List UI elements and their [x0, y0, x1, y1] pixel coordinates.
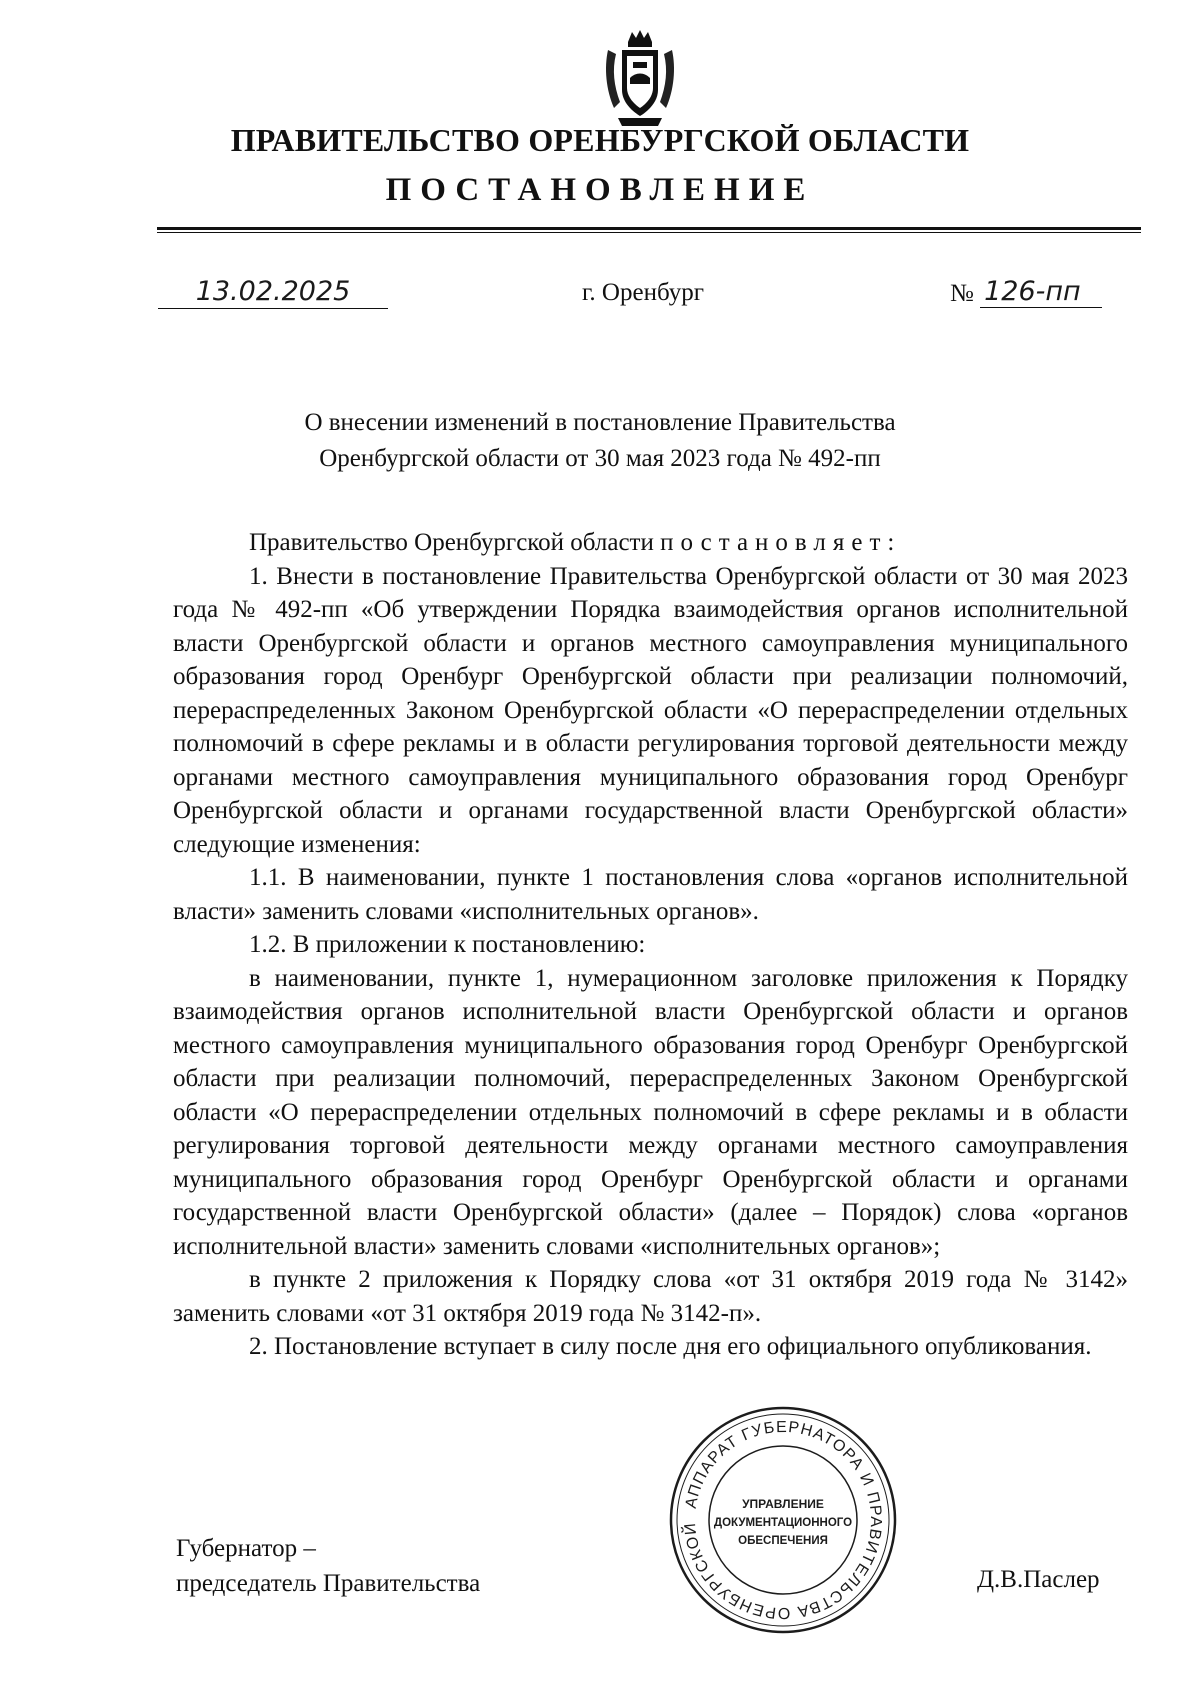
- seal-center-line-1: УПРАВЛЕНИЕ: [742, 1497, 824, 1511]
- document-type: ПОСТАНОВЛЕНИЕ: [385, 172, 815, 208]
- preamble-decree-word: постановляет:: [660, 529, 902, 556]
- subject-line-2: Оренбургской области от 30 мая 2023 года № 492-пп: [319, 445, 881, 472]
- paragraph-1-2-b: в пункте 2 приложения к Порядку слова «от 31 октября 2019 года № 3142» заменить словами «от 31 октября 2019 года № 3142-п».: [173, 1266, 1128, 1327]
- document-date: 13.02.2025: [158, 276, 388, 309]
- seal-center-line-3: ОБЕСПЕЧЕНИЯ: [738, 1535, 828, 1547]
- number-value: 126-пп: [980, 276, 1102, 308]
- header-divider-thin: [157, 232, 1141, 233]
- preamble-text: Правительство Оренбургской области: [249, 529, 654, 556]
- government-title: ПРАВИТЕЛЬСТВО ОРЕНБУРГСКОЙ ОБЛАСТИ: [230, 122, 970, 158]
- seal-ring-text: АППАРАТ ГУБЕРНАТОРА И ПРАВИТЕЛЬСТВА ОРЕНБУРГСКОЙ: [681, 1418, 885, 1622]
- signatory-name: Д.В.Паслер: [977, 1566, 1100, 1593]
- paragraph-1-2-a: в наименовании, пункте 1, нумерационном заголовке приложения к Порядку взаимодействия органов исполнительной власти Оренбургской области и органов местного самоуправления муниципального образования город Оренбург Оренбургской области при реализации полномочий, перераспределенных Законом Оренбургской области «О перераспределении отдельных полномочий в сфере рекламы и в области регулирования торговой деятельности между органами местного самоуправления муниципального образования город Оренбург Оренбургской области и органами государственной власти Оренбургской области» (далее – Порядок) слова «органов исполнительной власти» заменить словами «исполнительных органов»;: [173, 964, 1128, 1260]
- seal-graphic: [667, 1404, 899, 1636]
- seal-center-line-2: ДОКУМЕНТАЦИОННОГО: [713, 1517, 853, 1529]
- preamble: [173, 526, 1128, 560]
- document-subject: [200, 405, 1000, 477]
- header-divider-thick: [157, 227, 1141, 230]
- coat-of-arms-icon: [600, 28, 680, 128]
- coat-of-arms-graphic: [600, 28, 680, 128]
- paragraph-1: 1. Внести в постановление Правительства Оренбургской области от 30 мая 2023 года № 492-пп «Об утверждении Порядка взаимодействия органов исполнительной власти Оренбургской области и органов местного самоуправления муниципального образования город Оренбург Оренбургской области при реализации полномочий, перераспределенных Законом Оренбургской области «О перераспределении отдельных полномочий в сфере рекламы и в области регулирования торговой деятельности между органами местного самоуправления муниципального образования город Оренбург Оренбургской области и органами государственной власти Оренбургской области» следующие изменения:: [173, 562, 1128, 858]
- document-city: г. Оренбург: [582, 279, 704, 306]
- paragraph-2: 2. Постановление вступает в силу после дня его официального опубликования.: [249, 1333, 1092, 1360]
- document-body: [173, 526, 1128, 1364]
- subject-line-1: О внесении изменений в постановление Правительства: [304, 409, 896, 436]
- document-number: [950, 276, 1102, 308]
- position-line-2: председатель Правительства: [176, 1570, 481, 1597]
- official-seal: [667, 1404, 899, 1636]
- paragraph-1-1: 1.1. В наименовании, пункте 1 постановления слова «органов исполнительной власти» заменить словами «исполнительных органов».: [173, 864, 1128, 925]
- position-line-1: Губернатор –: [176, 1535, 316, 1562]
- paragraph-1-2: 1.2. В приложении к постановлению:: [249, 931, 646, 958]
- signatory-position: [176, 1531, 480, 1601]
- number-symbol: №: [950, 280, 974, 307]
